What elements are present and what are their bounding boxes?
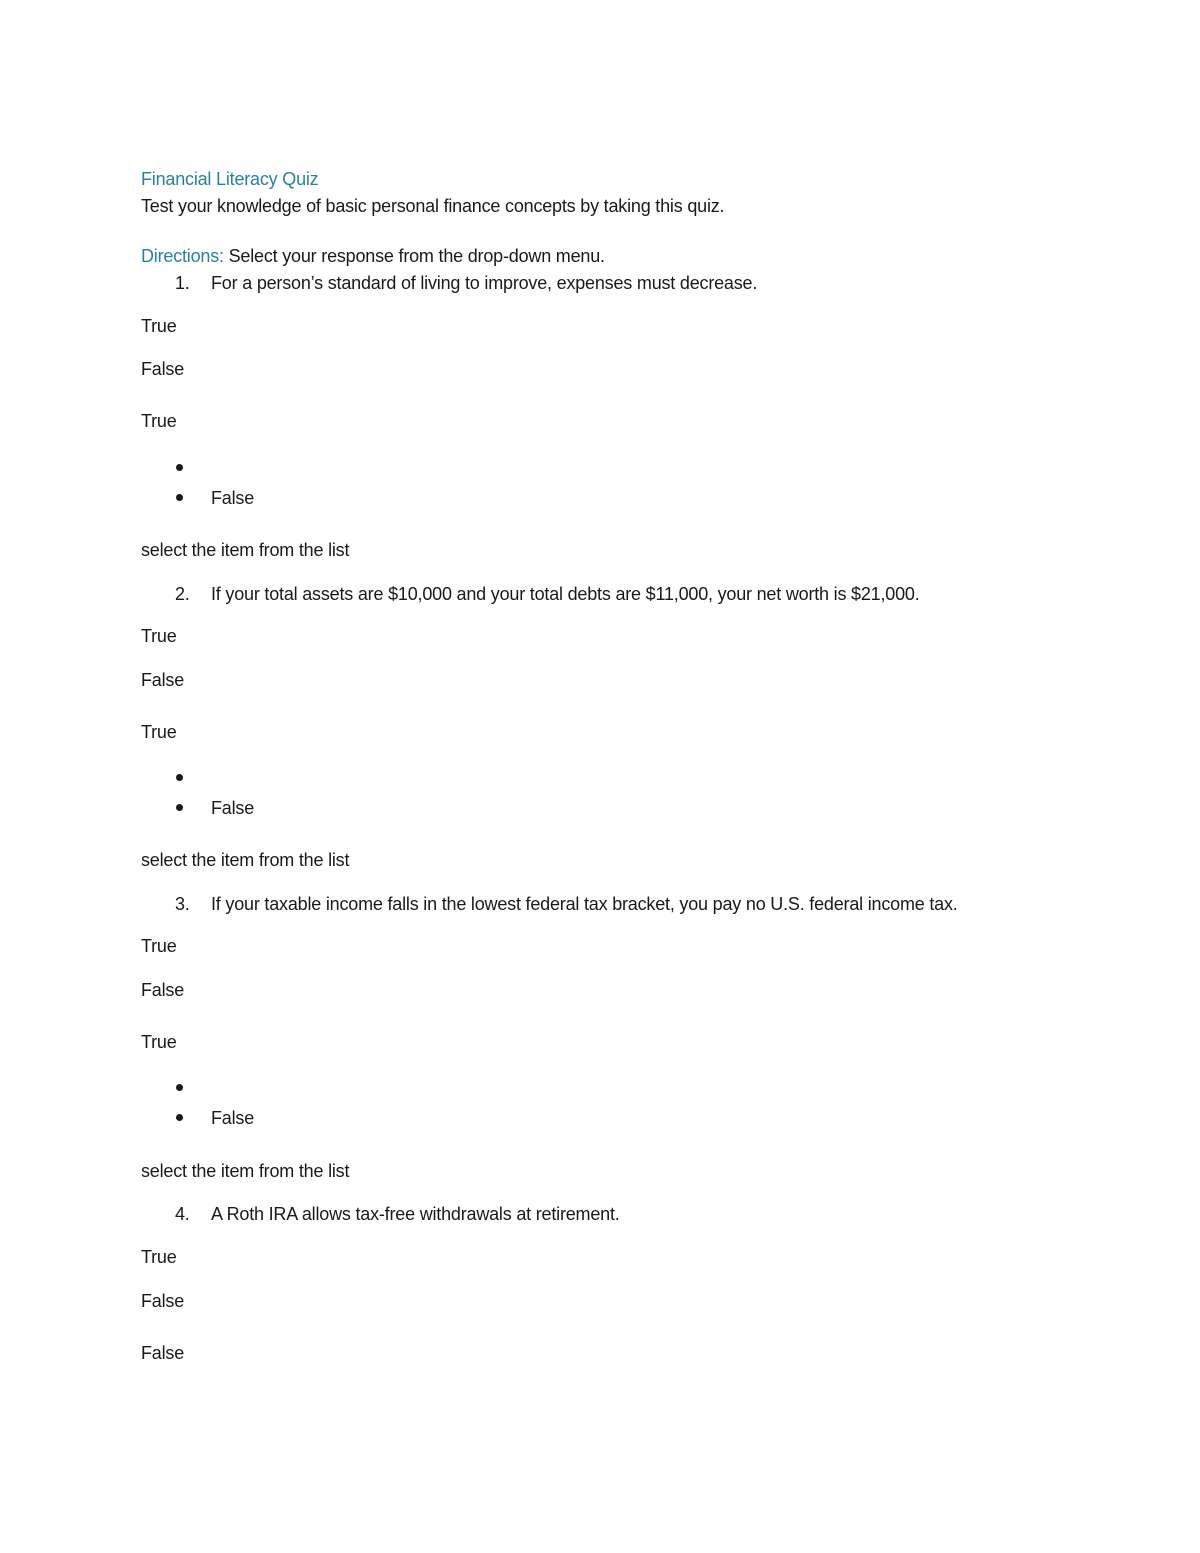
option-true[interactable]: True (141, 936, 177, 956)
option-true[interactable]: True (141, 1247, 177, 1267)
list-item[interactable]: False (211, 1108, 255, 1128)
question-text: 2. If your total assets are $10,000 and your total debts are $11,000, your net worth is $21,000. (175, 584, 920, 604)
question-number: 2. (175, 584, 190, 604)
dropdown-placeholder[interactable]: select the item from the list (141, 540, 350, 560)
option-false[interactable]: False (141, 359, 185, 379)
page-subtitle: Test your knowledge of basic personal finance concepts by taking this quiz. (141, 196, 725, 216)
dropdown-placeholder[interactable]: select the item from the list (141, 1161, 350, 1181)
bullet-icon (176, 1114, 183, 1121)
question-text: 1. For a person’s standard of living to improve, expenses must decrease. (175, 273, 758, 293)
option-true[interactable]: True (141, 626, 177, 646)
bullet-icon (176, 774, 183, 781)
option-false[interactable]: False (141, 670, 185, 690)
list-item[interactable]: False (211, 798, 255, 818)
directions-label: Directions: (141, 246, 224, 266)
question-text: 4. A Roth IRA allows tax-free withdrawals at retirement. (175, 1204, 620, 1224)
question-text: 3. If your taxable income falls in the lowest federal tax bracket, you pay no U.S. federal income tax. (175, 894, 958, 914)
question-number: 1. (175, 273, 190, 293)
question-number: 4. (175, 1204, 190, 1224)
bullet-icon (176, 1084, 183, 1091)
directions-text: Select your response from the drop-down menu. (223, 246, 605, 266)
selected-answer[interactable]: True (141, 722, 177, 742)
page-title: Financial Literacy Quiz (141, 169, 319, 189)
option-false[interactable]: False (141, 1291, 185, 1311)
bullet-icon (176, 464, 183, 471)
dropdown-placeholder[interactable]: select the item from the list (141, 850, 350, 870)
bullet-icon (176, 804, 183, 811)
option-true[interactable]: True (141, 316, 177, 336)
selected-answer[interactable]: True (141, 1032, 177, 1052)
option-false[interactable]: False (141, 980, 185, 1000)
list-item[interactable]: False (211, 488, 255, 508)
selected-answer[interactable]: True (141, 411, 177, 431)
question-number: 3. (175, 894, 190, 914)
bullet-icon (176, 494, 183, 501)
selected-answer[interactable]: False (141, 1343, 185, 1363)
directions (141, 245, 605, 267)
